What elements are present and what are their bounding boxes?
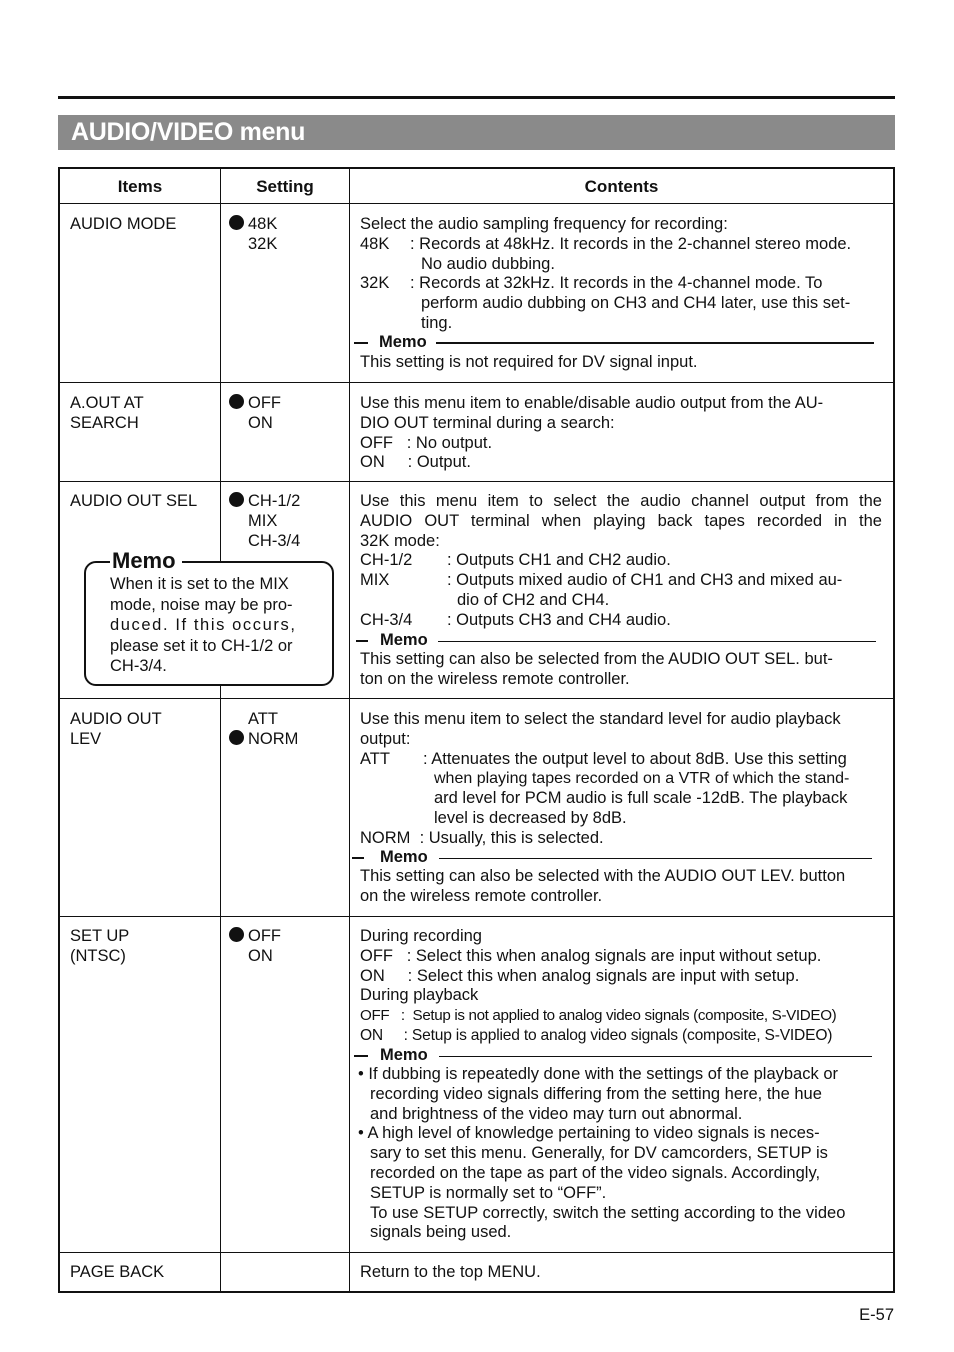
column-divider <box>349 169 350 1291</box>
row-divider <box>60 382 893 383</box>
top-rule <box>58 96 895 99</box>
contents-audio-mode: Select the audio sampling frequency for recording: 48K : Records at 48kHz. It records in the 2-channel stereo mode. No audio dubbing. 32K : Records at 32kHz. It records in the 4-channel mode. To perform audio dubbing on CH3 and CH4 later, use this set- ting. <box>360 215 852 332</box>
header-items: Items <box>117 177 163 196</box>
item-set-up: SET UP (NTSC) <box>70 927 130 965</box>
memo-text-set-up: • If dubbing is repeatedly done with the settings of the playback or recording video signals differing from the setting here, the hue and brightness of the video may turn out abnormal. • A high level of knowledge pertaining to video signals is neces- sary to set this menu. Generally, for DV camcorders, SETUP is recorded on the tape as part of the video signals. Accordingly, SETUP is normally set to “OFF”. To use SETUP correctly, switch the setting according to the video signals being used. <box>358 1065 846 1242</box>
row-divider <box>60 203 893 204</box>
row-divider <box>60 698 893 699</box>
contents-a-out-at-search: Use this menu item to enable/disable audio output from the AU- DIO OUT terminal during a search: OFF : No output. ON : Output. <box>360 394 824 472</box>
row-divider <box>60 916 893 917</box>
item-audio-out-sel: AUDIO OUT SEL <box>70 492 198 510</box>
menu-table <box>58 167 895 1293</box>
memo-divider: Memo <box>354 333 874 352</box>
default-marker-icon <box>229 492 244 507</box>
item-a-out-at-search: A.OUT AT SEARCH <box>70 394 144 432</box>
row-divider <box>60 1252 893 1253</box>
item-audio-mode: AUDIO MODE <box>70 215 177 233</box>
setting-audio-mode: 48K 32K <box>229 215 277 255</box>
side-memo-title: Memo <box>110 548 182 574</box>
side-memo-box <box>84 548 334 686</box>
default-marker-icon <box>229 927 244 942</box>
setting-a-out-at-search: OFF ON <box>229 394 281 434</box>
memo-text-audio-out-lev: This setting can also be selected with the AUDIO OUT LEV. button on the wireless remote controller. <box>360 867 846 905</box>
column-divider <box>220 169 221 1291</box>
setting-set-up: OFF ON <box>229 927 281 967</box>
header-contents: Contents <box>584 177 659 196</box>
default-marker-icon <box>229 730 244 745</box>
header-setting: Setting <box>256 177 314 196</box>
contents-set-up: During recording OFF : Select this when analog signals are input without setup. ON : Select this when analog signals are input with setup. During playback OFF : Setup is not applied to analog video signals (composite, S-VIDEO) ON : Setup is applied to analog video signals (composite, S-VIDEO) <box>360 927 837 1044</box>
memo-text-audio-out-sel: This setting can also be selected from the AUDIO OUT SEL. but- ton on the wireless remote controller. <box>360 650 833 688</box>
section-title-bar <box>58 115 895 150</box>
page-number: E-57 <box>859 1306 894 1324</box>
row-divider <box>60 481 893 482</box>
memo-divider: Memo <box>352 848 872 867</box>
contents-audio-out-sel: Use this menu item to select the audio channel output from the AUDIO OUT terminal when playing back tapes recorded in the 32K mode: CH-1/2 : Outputs CH1 and CH2 audio. MIX : Outputs mixed audio of CH1 and CH3 and mixed au- dio of CH2 and CH4. CH-3/4 : Outputs CH3 and CH4 audio. <box>360 492 882 629</box>
memo-divider: Memo <box>354 1046 872 1065</box>
setting-audio-out-lev: ATT NORM <box>229 710 298 750</box>
contents-page-back: Return to the top MENU. <box>360 1263 541 1281</box>
side-memo-text: When it is set to the MIX mode, noise may be pro- duced. If this occurs, please set it to CH-1/2 or CH-3/4. <box>110 575 297 675</box>
default-marker-icon <box>229 394 244 409</box>
setting-audio-out-sel: CH-1/2 MIX CH-3/4 <box>229 492 300 551</box>
default-marker-icon <box>229 215 244 230</box>
memo-text-audio-mode: This setting is not required for DV signal input. <box>360 353 698 371</box>
contents-audio-out-lev: Use this menu item to select the standard level for audio playback output: ATT : Attenuates the output level to about 8dB. Use this setting when playing tapes recorded on a VTR of which the stand- ard level for PCM audio is full scale -12dB. The playback level is decreased by 8dB. NORM : Usually, this is selected. <box>360 710 850 847</box>
memo-divider: Memo <box>354 631 876 650</box>
item-audio-out-lev: AUDIO OUT LEV <box>70 710 162 748</box>
item-page-back: PAGE BACK <box>70 1263 165 1281</box>
page-title: AUDIO/VIDEO menu <box>71 118 306 146</box>
